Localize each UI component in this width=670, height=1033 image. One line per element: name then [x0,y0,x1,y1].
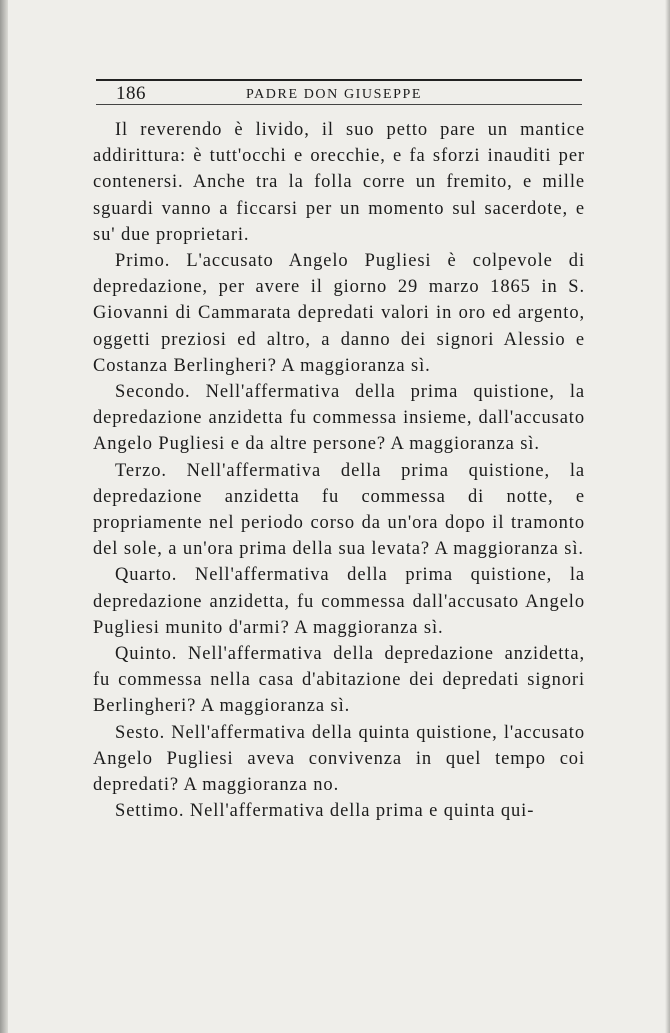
paragraph-sesto: Sesto. Nell'affermativa della quinta quistione, l'accusato Angelo Pugliesi aveva convivenza in quel tempo coi depredati? A maggioranza no. [93,722,585,796]
body-text [93,117,585,824]
page-edge-shadow [665,0,670,1033]
paragraph-quarto: Quarto. Nell'affermativa della prima quistione, la depredazione anzidetta, fu commessa dall'accusato Angelo Pugliesi munito d'armi? A maggioranza sì. [93,565,585,638]
paragraph-quinto: Quinto. Nell'affermativa della depredazione anzidetta, fu commessa nella casa d'abitazione dei depredati signori Berlingheri? A maggioranza sì. [93,644,585,717]
paragraph-terzo: Terzo. Nell'affermativa della prima quistione, la depredazione anzidetta fu commessa di notte, e propriamente nel periodo corso da un'ora dopo il tramonto del sole, a un'ora prima della sua levata? A maggioranza sì. [93,460,585,560]
paragraph-primo: Primo. L'accusato Angelo Pugliesi è colpevole di depredazione, per avere il giorno 29 marzo 1865 in S. Giovanni di Cammarata depredati valori in oro ed argento, oggetti preziosi ed altro, a danno dei signori Alessio e Costanza Berlingheri? A maggioranza sì. [93,251,585,376]
paragraph: Il reverendo è livido, il suo petto pare un mantice addirittura: è tutt'occhi e orecchie, e fa sforzi inauditi per contenersi. Anche tra la folla corre un fremito, e mille sguardi vanno a ficcarsi per un momento sul sacerdote, e su' due proprietari. [93,120,585,245]
paragraph-settimo: Settimo. Nell'affermativa della prima e quinta qui- [115,801,535,822]
running-title: PADRE DON GIUSEPPE [246,87,423,102]
page-number: 186 [116,83,146,104]
header-rule-top [96,79,582,81]
page-spine-shadow [0,0,8,1033]
header-rule-bottom [96,104,582,105]
paragraph-secondo: Secondo. Nell'affermativa della prima quistione, la depredazione anzidetta fu commessa insieme, dall'accusato Angelo Pugliesi e da altre persone? A maggioranza sì. [93,382,585,455]
running-head [96,83,582,105]
